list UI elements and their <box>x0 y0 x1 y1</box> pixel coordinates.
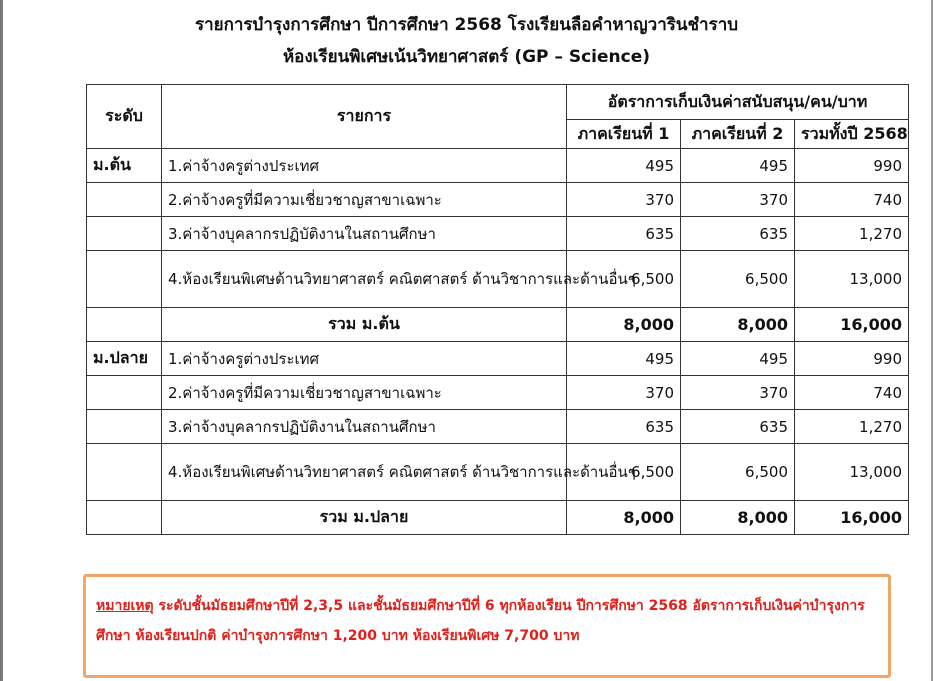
semester-2-cell: 6,500 <box>681 444 795 501</box>
table-row <box>87 183 909 217</box>
semester-2-cell: 495 <box>681 149 795 183</box>
table-row <box>87 410 909 444</box>
level-cell-empty <box>87 183 162 217</box>
semester-1-cell: 495 <box>567 342 681 376</box>
total-semester-1: 8,000 <box>567 308 681 342</box>
level-cell-empty <box>87 444 162 501</box>
level-cell: ม.ต้น <box>87 149 162 183</box>
year-total-cell: 740 <box>795 376 909 410</box>
year-total-cell: 13,000 <box>795 251 909 308</box>
semester-1-cell: 635 <box>567 217 681 251</box>
item-cell: 4.ห้องเรียนพิเศษด้านวิทยาศาสตร์ คณิตศาสตร์ ด้านวิชาการและด้านอื่นๆ <box>162 251 567 308</box>
item-cell: 1.ค่าจ้างครูต่างประเทศ <box>162 149 567 183</box>
semester-1-cell: 495 <box>567 149 681 183</box>
table-row <box>87 376 909 410</box>
level-cell-empty <box>87 217 162 251</box>
page-left-edge <box>0 0 3 681</box>
total-label: รวม ม.ปลาย <box>162 501 567 535</box>
total-row <box>87 308 909 342</box>
semester-2-cell: 370 <box>681 183 795 217</box>
table-row <box>87 217 909 251</box>
header-semester-2: ภาคเรียนที่ 2 <box>681 120 795 149</box>
semester-2-cell: 370 <box>681 376 795 410</box>
header-rate: อัตราการเก็บเงินค่าสนับสนุน/คน/บาท <box>567 85 909 120</box>
total-row <box>87 501 909 535</box>
item-cell: 3.ค่าจ้างบุคลากรปฏิบัติงานในสถานศึกษา <box>162 410 567 444</box>
header-item: รายการ <box>162 85 567 149</box>
semester-2-cell: 635 <box>681 410 795 444</box>
semester-2-cell: 635 <box>681 217 795 251</box>
level-cell-empty <box>87 376 162 410</box>
item-cell: 2.ค่าจ้างครูที่มีความเชี่ยวชาญสาขาเฉพาะ <box>162 376 567 410</box>
table-row <box>87 444 909 501</box>
year-total-cell: 1,270 <box>795 217 909 251</box>
total-label: รวม ม.ต้น <box>162 308 567 342</box>
year-total-cell: 740 <box>795 183 909 217</box>
note-label: หมายเหตุ <box>96 598 154 614</box>
year-total-cell: 990 <box>795 342 909 376</box>
total-semester-2: 8,000 <box>681 308 795 342</box>
note-box <box>83 574 891 678</box>
total-semester-1: 8,000 <box>567 501 681 535</box>
year-total-cell: 1,270 <box>795 410 909 444</box>
semester-1-cell: 370 <box>567 183 681 217</box>
table-row <box>87 251 909 308</box>
item-cell: 4.ห้องเรียนพิเศษด้านวิทยาศาสตร์ คณิตศาสตร์ ด้านวิชาการและด้านอื่นๆ <box>162 444 567 501</box>
document-title: รายการบำรุงการศึกษา ปีการศึกษา 2568 โรงเรียนลือคำหาญวารินชำราบ <box>194 15 739 35</box>
level-cell-empty <box>87 308 162 342</box>
header-semester-1: ภาคเรียนที่ 1 <box>567 120 681 149</box>
note-text: ระดับชั้นมัธยมศึกษาปีที่ 2,3,5 และชั้นมัธยมศึกษาปีที่ 6 ทุกห้องเรียน ปีการศึกษา 2568 อัตราการเก็บเงินค่าบำรุงการศึกษา ห้องเรียนปกติ ค่าบำรุงการศึกษา 1,200 บาท ห้องเรียนพิเศษ 7,700 บาท <box>96 598 865 644</box>
header-year-total: รวมทั้งปี 2568 <box>795 120 909 149</box>
table-row <box>87 342 909 376</box>
semester-2-cell: 6,500 <box>681 251 795 308</box>
semester-1-cell: 6,500 <box>567 251 681 308</box>
year-total-cell: 13,000 <box>795 444 909 501</box>
item-cell: 1.ค่าจ้างครูต่างประเทศ <box>162 342 567 376</box>
total-semester-2: 8,000 <box>681 501 795 535</box>
level-cell-empty <box>87 501 162 535</box>
item-cell: 2.ค่าจ้างครูที่มีความเชี่ยวชาญสาขาเฉพาะ <box>162 183 567 217</box>
table-row <box>87 149 909 183</box>
header-level: ระดับ <box>87 85 162 149</box>
semester-1-cell: 370 <box>567 376 681 410</box>
year-total-cell: 990 <box>795 149 909 183</box>
semester-1-cell: 635 <box>567 410 681 444</box>
semester-1-cell: 6,500 <box>567 444 681 501</box>
item-cell: 3.ค่าจ้างบุคลากรปฏิบัติงานในสถานศึกษา <box>162 217 567 251</box>
fee-table <box>86 84 909 535</box>
semester-2-cell: 495 <box>681 342 795 376</box>
total-year: 16,000 <box>795 308 909 342</box>
total-year: 16,000 <box>795 501 909 535</box>
document-subtitle: ห้องเรียนพิเศษเน้นวิทยาศาสตร์ (GP – Science) <box>282 47 651 67</box>
level-cell-empty <box>87 410 162 444</box>
level-cell: ม.ปลาย <box>87 342 162 376</box>
level-cell-empty <box>87 251 162 308</box>
